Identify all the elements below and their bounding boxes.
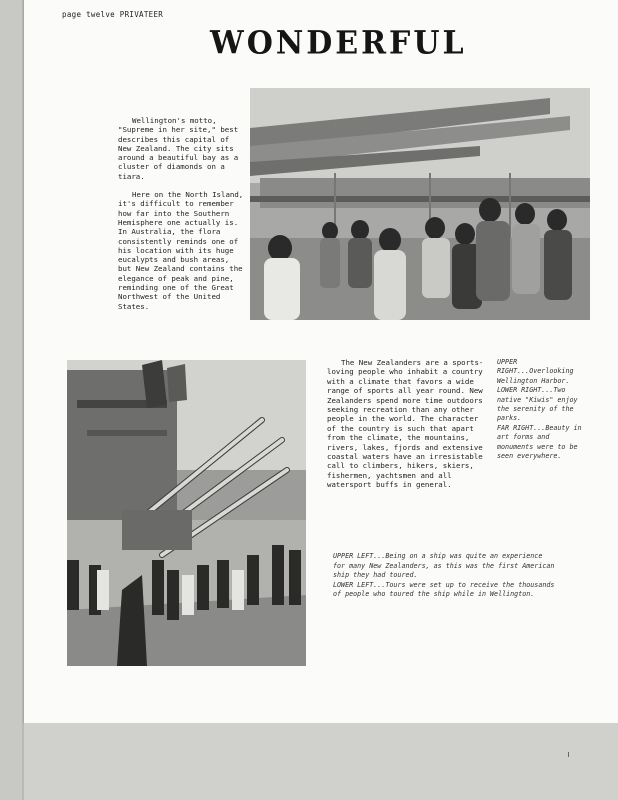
left-paragraph-1: Wellington's motto, "Supreme in her site," best describes this capital of New Zealand. The city sits around a beautiful bay as a cluster of diamonds on a tiara. <box>118 116 239 181</box>
left-captions <box>333 552 558 600</box>
scan-mark <box>568 752 569 757</box>
scan-background <box>24 723 618 800</box>
left-paragraph-2: Here on the North Island, it's difficult to remember how far into the Southern Hemisphere one actually is. In Australia, the flora consistently reminds one of his location with its huge eucalypts and bush areas, but New Zealand contains the elegance of peak and pine, reminding one of the Great Northwest of the United States. <box>118 190 244 311</box>
middle-column-text: The New Zealanders are a sports-loving people who inhabit a country with a climate that favors a wide range of sports all year round. New Zealanders spend more time outdoors seeking recreation than any other people in the world. The character of the country is such that apart from the climate, the mountains, rivers, lakes, fjords and extensive coastal waters have an irresistable call to climbers, hikers, skiers, fishermen, yachtsmen and all watersport buffs in general. <box>327 358 484 490</box>
caption-upper-left: UPPER LEFT...Being on a ship was quite an experience for many New Zealanders, as this was the first American ship they had toured. <box>333 552 555 580</box>
caption-upper-right: UPPER RIGHT...Overlooking Wellington Harbor. <box>497 358 574 385</box>
caption-lower-right: LOWER RIGHT...Two native "Kiwis" enjoy the serenity of the parks. <box>497 386 578 423</box>
caption-far-right: FAR RIGHT...Beauty in art forms and monuments were to be seen everywhere. <box>497 423 582 461</box>
left-column-text <box>118 116 246 320</box>
page-title: WONDERFUL <box>210 25 467 62</box>
running-head: page twelve PRIVATEER <box>62 10 164 19</box>
photo-visitors-on-deck <box>250 88 590 320</box>
page-left-edge <box>0 0 22 800</box>
caption-lower-left: LOWER LEFT...Tours were set up to receive the thousands of people who toured the ship while in Wellington. <box>333 580 555 599</box>
photo-ship-missile-launcher <box>67 360 306 666</box>
right-captions <box>497 358 587 461</box>
